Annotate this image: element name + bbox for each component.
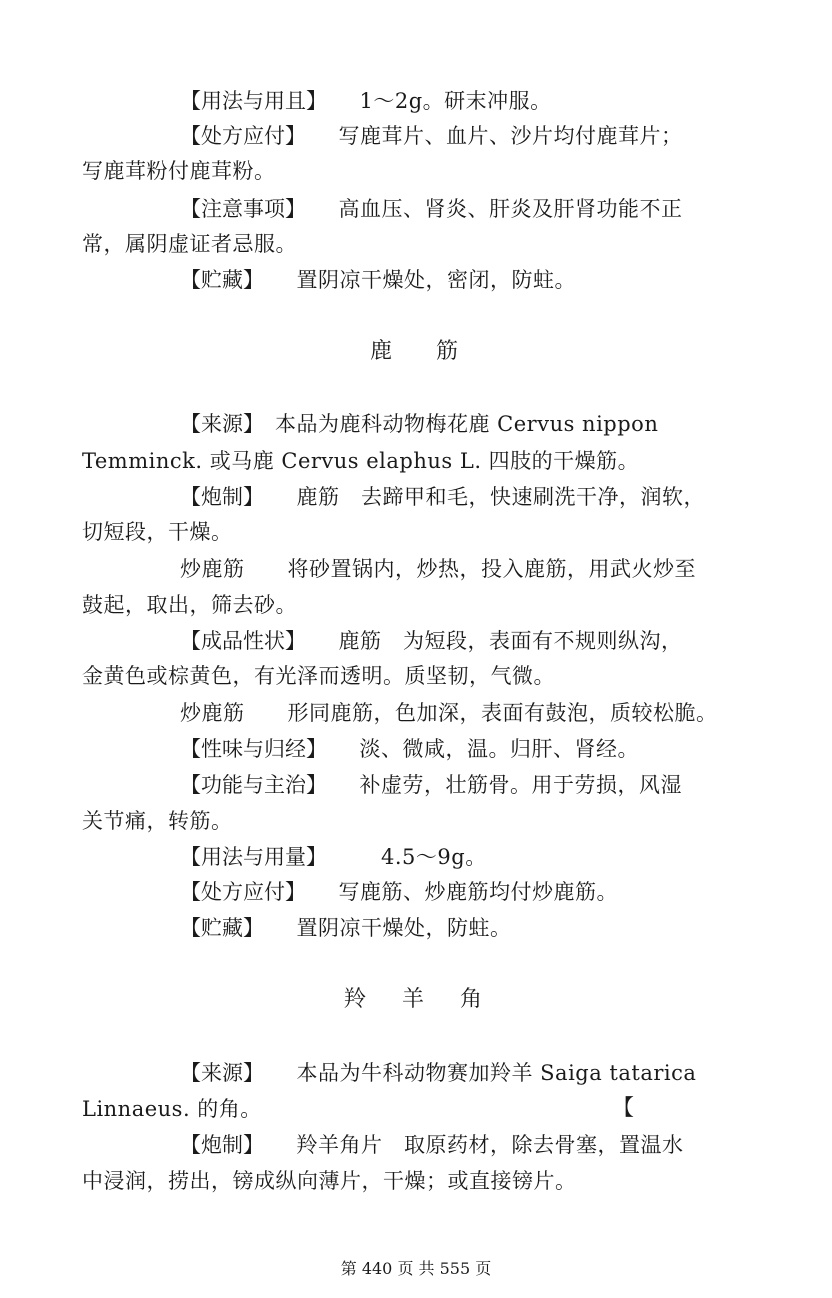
entry-text: 鼓起，取出，筛去砂。 — [82, 593, 297, 617]
entry-label: 【功能与主治】 — [180, 773, 317, 797]
section-title: 鹿筋 — [370, 339, 503, 364]
entry-label: 【注意事项】 — [180, 197, 296, 221]
entry-text: 金黄色或棕黄色，有光泽而透明。质坚韧，气微。 — [82, 664, 555, 688]
section-title: 羚羊角 — [344, 987, 519, 1012]
entry-label: 【成品性状】 — [180, 629, 296, 653]
entry-text: 写鹿筋、炒鹿筋均付炒鹿筋。 — [295, 880, 618, 904]
entry-label: 【贮藏】 — [180, 916, 254, 940]
entry-text: 鹿筋 去蹄甲和毛，快速刷洗干净，润软， — [253, 485, 705, 509]
entry-text: 本品为鹿科动物梅花鹿 Cervus nippon — [253, 412, 659, 436]
entry-continuation — [82, 517, 233, 547]
entry-label: 【炮制】 — [180, 1133, 254, 1157]
entry-source — [180, 409, 658, 439]
entry-processing — [180, 482, 705, 512]
entry-continuation — [82, 661, 555, 691]
entry-text: 写鹿茸片、血片、沙片均付鹿茸片； — [295, 124, 683, 148]
entry-text: 写鹿茸粉付鹿茸粉。 — [82, 159, 276, 183]
entry-text: 炒鹿筋 形同鹿筋，色加深，表面有鼓泡，质较松脆。 — [180, 701, 718, 725]
entry-prescription — [180, 877, 618, 907]
entry-subitem — [180, 554, 696, 584]
entry-text: 关节痛，转筋。 — [82, 809, 233, 833]
entry-storage — [180, 265, 576, 295]
entry-continuation — [82, 1094, 262, 1124]
entry-label: 【贮藏】 — [180, 268, 254, 292]
entry-label: 【用法与用且】 — [180, 89, 317, 113]
entry-text: 置阴凉干燥处，密闭，防蛀。 — [253, 268, 576, 292]
entry-text: 鹿筋 为短段，表面有不规则纵沟， — [295, 629, 683, 653]
entry-text: 羚羊角片 取原药材，除去骨塞，置温水 — [253, 1133, 684, 1157]
entry-text: Temminck. 或马鹿 Cervus elaphus L. 四肢的干燥筋。 — [82, 449, 640, 473]
entry-label: 【处方应付】 — [180, 880, 296, 904]
entry-precautions — [180, 194, 683, 224]
entry-text: 置阴凉干燥处，防蛀。 — [253, 916, 512, 940]
entry-source — [180, 1058, 696, 1088]
entry-nature-meridian — [180, 734, 639, 764]
entry-storage — [180, 913, 512, 943]
entry-text: 切短段，干燥。 — [82, 520, 233, 544]
entry-label: 【性味与归经】 — [180, 737, 317, 761]
entry-function — [180, 770, 682, 800]
entry-text: 补虚劳，壮筋骨。用于劳损，风湿 — [316, 773, 682, 797]
entry-continuation — [82, 156, 276, 186]
entry-text: 常，属阴虚证者忌服。 — [82, 232, 297, 256]
entry-text: 淡、微咸，温。归肝、肾经。 — [316, 737, 639, 761]
entry-usage-dosage — [180, 86, 552, 116]
entry-usage-dosage — [180, 842, 487, 872]
entry-continuation — [82, 806, 233, 836]
entry-text: Linnaeus. 的角。 — [82, 1097, 262, 1121]
entry-subitem — [180, 698, 718, 728]
entry-text: 1～2g。研末冲服。 — [316, 89, 552, 113]
entry-continuation — [82, 590, 297, 620]
entry-text: 4.5～9g。 — [316, 845, 487, 869]
entry-text: 中浸润，捞出，镑成纵向薄片，干燥；或直接镑片。 — [82, 1169, 577, 1193]
entry-label: 【炮制】 — [180, 485, 254, 509]
entry-characteristics — [180, 626, 683, 656]
entry-text: 炒鹿筋 将砂置锅内，炒热，投入鹿筋，用武火炒至 — [180, 557, 696, 581]
entry-label: 【来源】 — [180, 1061, 254, 1085]
entry-text: 本品为牛科动物赛加羚羊 Saiga tatarica — [253, 1061, 697, 1085]
entry-label: 【处方应付】 — [180, 124, 296, 148]
entry-processing — [180, 1130, 684, 1160]
entry-continuation — [82, 1166, 577, 1196]
entry-continuation — [82, 446, 639, 476]
entry-label: 【用法与用量】 — [180, 845, 317, 869]
entry-continuation — [82, 229, 297, 259]
stray-bracket: 【 — [612, 1096, 635, 1121]
page-number-footer: 第 440 页 共 555 页 — [340, 1259, 492, 1278]
entry-prescription — [180, 121, 683, 151]
entry-label: 【来源】 — [180, 412, 254, 436]
entry-text: 高血压、肾炎、肝炎及肝肾功能不正 — [295, 197, 683, 221]
